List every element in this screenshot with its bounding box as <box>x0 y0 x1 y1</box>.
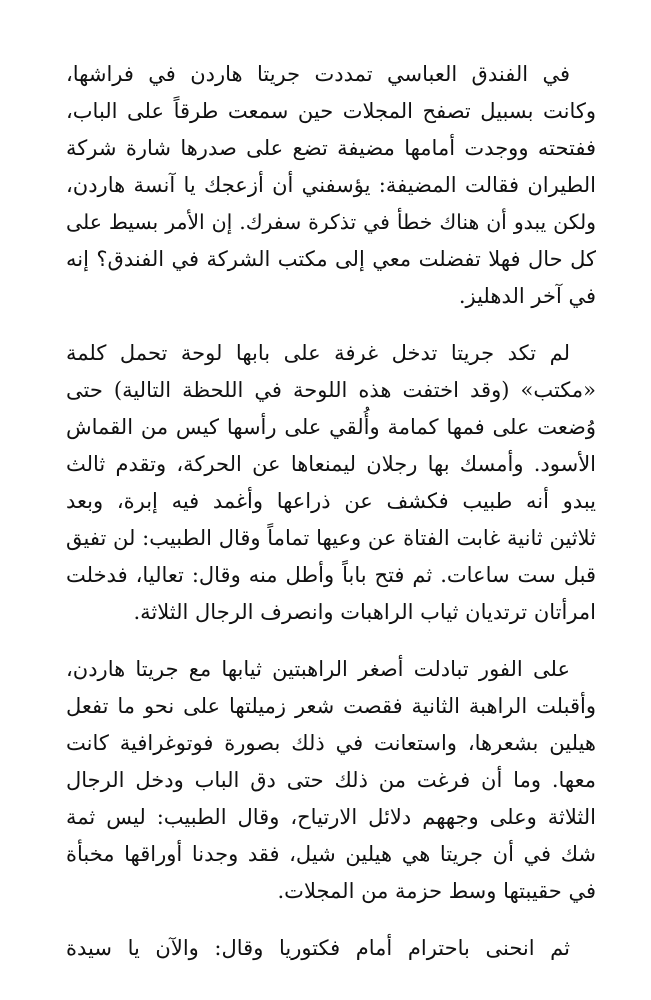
paragraph-line: يبدو أنه طبيب فكشف عن ذراعها وأغمد فيه إبرة، وبعد <box>66 489 596 513</box>
paragraph-line: «مكتب» (وقد اختفت هذه اللوحة في اللحظة التالية) حتى <box>66 378 596 402</box>
paragraph-line: ثم انحنى باحترام أمام فكتوريا وقال: والآن يا سيدة <box>66 936 570 960</box>
paragraph-1 <box>66 56 596 315</box>
paragraph-line: في آخر الدهليز. <box>458 284 596 308</box>
paragraph-line: هيلين بشعرها، واستعانت في ذلك بصورة فوتوغرافية كانت <box>66 731 596 755</box>
paragraph-4 <box>66 930 596 967</box>
paragraph-line: ثلاثين ثانية غابت الفتاة عن وعيها تماماً وقال الطبيب: لن تفيق <box>66 526 596 550</box>
paragraph-line: الأسود. وأمسك بها رجلان ليمنعاها عن الحركة، وتقدم ثالث <box>66 452 596 476</box>
paragraph-line: شك في أن جريتا هي هيلين شيل، فقد وجدنا أوراقها مخبأة <box>66 842 596 866</box>
paragraph-2 <box>66 335 596 631</box>
paragraph-line: الثلاثة وعلى وجههم دلائل الارتياح، وقال الطبيب: ليس ثمة <box>66 805 596 829</box>
paragraph-line: كل حال فهلا تفضلت معي إلى مكتب الشركة في الفندق؟ إنه <box>66 247 596 271</box>
paragraph-line: ففتحته ووجدت أمامها مضيفة تضع على صدرها شارة شركة <box>66 136 596 160</box>
paragraph-line: في حقيبتها وسط حزمة من المجلات. <box>277 879 596 903</box>
paragraph-line: لم تكد جريتا تدخل غرفة على بابها لوحة تحمل كلمة <box>66 341 570 365</box>
paragraph-line: وأقبلت الراهبة الثانية فقصت شعر زميلتها على نحو ما تفعل <box>66 694 596 718</box>
paragraph-line: ولكن يبدو أن هناك خطأ في تذكرة سفرك. إن الأمر بسيط على <box>66 210 596 234</box>
paragraph-line: على الفور تبادلت أصغر الراهبتين ثيابها مع جريتا هاردن، <box>66 657 570 681</box>
text-column <box>66 56 596 967</box>
paragraph-line: وُضعت على فمها كمامة وأُلقي على رأسها كيس من القماش <box>66 415 596 439</box>
paragraph-line: الطيران فقالت المضيفة: يؤسفني أن أزعجك يا آنسة هاردن، <box>66 173 596 197</box>
paragraph-line: قبل ست ساعات. ثم فتح باباً وأطل منه وقال: تعاليا، فدخلت <box>66 563 596 587</box>
paragraph-line: في الفندق العباسي تمددت جريتا هاردن في فراشها، <box>66 62 570 86</box>
paragraph-line: امرأتان ترتديان ثياب الراهبات وانصرف الرجال الثلاثة. <box>133 600 596 624</box>
paragraph-line: وكانت بسبيل تصفح المجلات حين سمعت طرقاً على الباب، <box>66 99 596 123</box>
paragraph-line: معها. وما أن فرغت من ذلك حتى دق الباب ودخل الرجال <box>66 768 596 792</box>
paragraph-3 <box>66 651 596 910</box>
